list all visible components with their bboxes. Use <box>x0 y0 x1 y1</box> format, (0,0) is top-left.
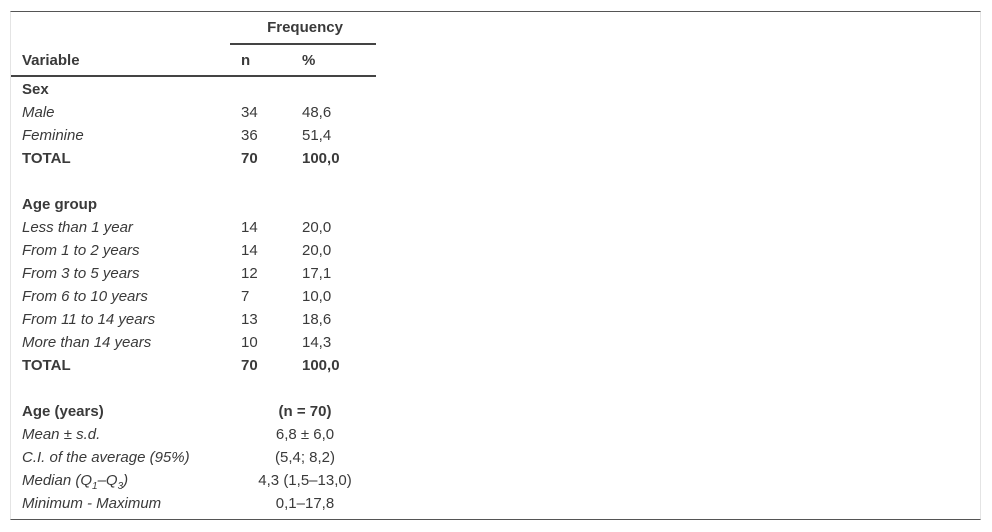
row-n: 12 <box>241 265 258 282</box>
row-label: Feminine <box>22 127 84 144</box>
median-sub-3: 3 <box>117 481 124 492</box>
row-label: From 6 to 10 years <box>22 288 148 305</box>
total-pct: 100,0 <box>302 357 340 374</box>
ci-value: (5,4; 8,2) <box>274 449 336 466</box>
mean-value: 6,8 ± 6,0 <box>275 426 335 443</box>
ci-label: C.I. of the average (95%) <box>22 449 190 466</box>
row-n: 14 <box>241 219 258 236</box>
sex-title: Sex <box>22 81 49 98</box>
row-pct: 18,6 <box>302 311 332 328</box>
median-label <box>22 469 128 492</box>
row-n: 13 <box>241 311 258 328</box>
row-pct: 14,3 <box>302 334 332 351</box>
age-group-title: Age group <box>22 196 97 213</box>
row-n: 14 <box>241 242 258 259</box>
header-group-row <box>11 16 386 39</box>
header-row <box>11 49 386 72</box>
median-label-part: Median (Q <box>22 472 93 489</box>
frequency-underline <box>230 43 376 45</box>
row-label: From 3 to 5 years <box>22 265 140 282</box>
row-label: From 11 to 14 years <box>22 311 156 328</box>
row-label: From 1 to 2 years <box>22 242 140 259</box>
row-n: 36 <box>241 127 258 144</box>
row-pct: 10,0 <box>302 288 332 305</box>
row-pct: 20,0 <box>302 219 332 236</box>
row-pct: 51,4 <box>302 127 332 144</box>
row-label: Male <box>22 104 55 121</box>
median-label-part: ) <box>123 472 129 489</box>
total-n: 70 <box>241 150 258 167</box>
total-label: TOTAL <box>22 150 71 167</box>
age-years-title: Age (years) <box>22 403 104 420</box>
row-pct: 20,0 <box>302 242 332 259</box>
row-label: More than 14 years <box>22 334 152 351</box>
row-pct: 17,1 <box>302 265 332 282</box>
median-value: 4,3 (1,5–13,0) <box>258 472 352 489</box>
row-n: 10 <box>241 334 258 351</box>
median-sub-1: 1 <box>92 481 98 492</box>
minmax-value: 0,1–17,8 <box>275 495 335 512</box>
total-pct: 100,0 <box>302 150 340 167</box>
total-label: TOTAL <box>22 357 71 374</box>
row-n: 34 <box>241 104 258 121</box>
mean-label: Mean ± s.d. <box>22 426 101 443</box>
header-underline <box>11 75 376 77</box>
median-label-part: –Q <box>97 472 118 489</box>
row-label: Less than 1 year <box>22 219 133 236</box>
n-header: n <box>241 52 251 69</box>
pct-header: % <box>302 52 316 69</box>
row-pct: 48,6 <box>302 104 332 121</box>
minmax-label: Minimum - Maximum <box>22 495 162 512</box>
statistics-table <box>10 11 981 520</box>
variable-header: Variable <box>22 52 80 69</box>
row-n: 7 <box>241 288 250 305</box>
age-years-count: (n = 70) <box>278 403 332 420</box>
frequency-header: Frequency <box>267 19 343 36</box>
total-n: 70 <box>241 357 258 374</box>
